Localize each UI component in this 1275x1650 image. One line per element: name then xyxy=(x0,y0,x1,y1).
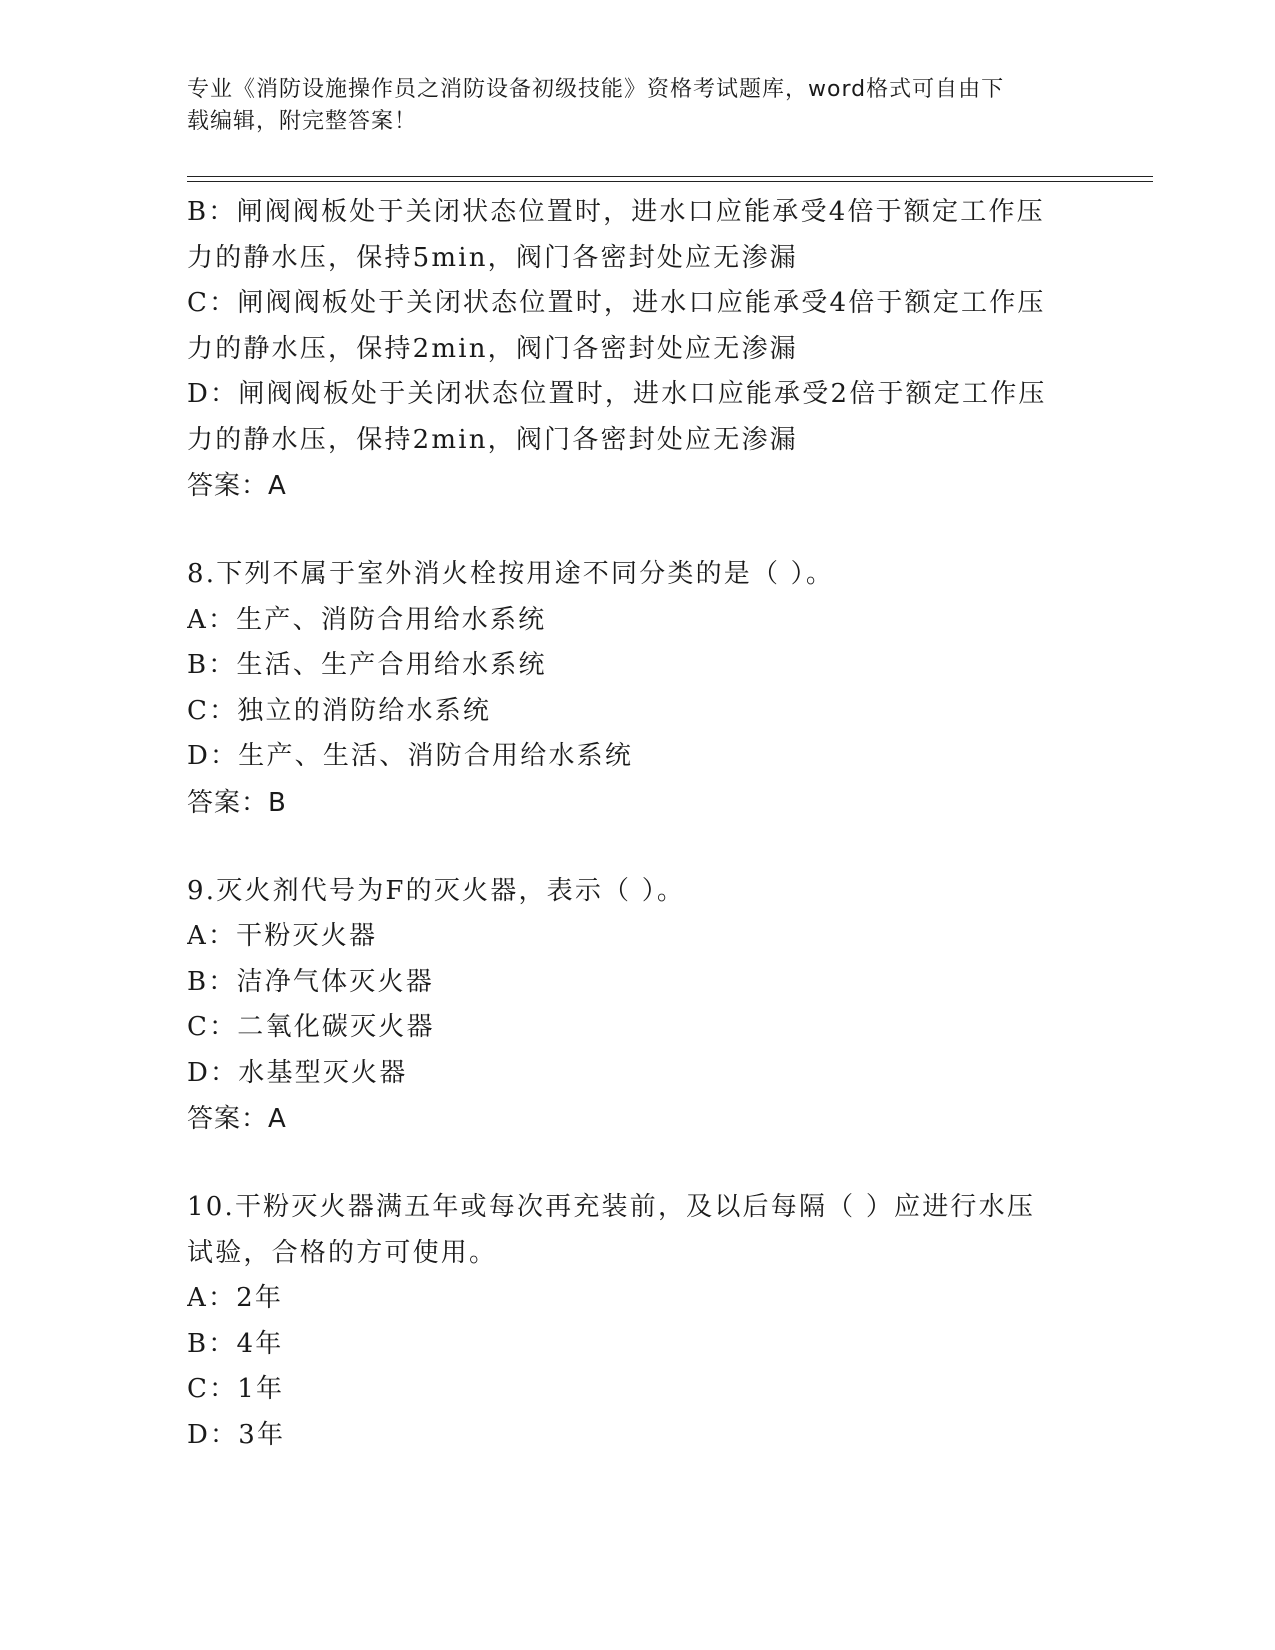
answer-line: 答案：A xyxy=(187,1104,287,1134)
question-spacer xyxy=(187,1142,1087,1185)
option-c: C：1年 xyxy=(187,1374,285,1404)
document-header xyxy=(187,74,1067,138)
header-line-2: 载编辑，附完整答案！ xyxy=(187,109,418,134)
option-b: B：洁净气体灭火器 xyxy=(187,966,434,997)
option-d: D：水基型灭火器 xyxy=(187,1057,408,1088)
question-spacer xyxy=(187,509,1087,552)
question-stem-line-2: 试验，合格的方可使用。 xyxy=(187,1237,498,1268)
header-divider-top xyxy=(187,176,1153,177)
option-c-line-2: 力的静水压，保持2min，阀门各密封处应无渗漏 xyxy=(187,333,798,364)
option-b-line-1: B：闸阀阀板处于关闭状态位置时，进水口应能承受4倍于额定工作压 xyxy=(187,197,1045,227)
option-a: A：干粉灭火器 xyxy=(187,921,378,951)
option-d-line-2: 力的静水压，保持2min，阀门各密封处应无渗漏 xyxy=(187,424,798,455)
option-d: D：3年 xyxy=(187,1419,286,1450)
option-d-line-1: D：闸阀阀板处于关闭状态位置时，进水口应能承受2倍于额定工作压 xyxy=(187,379,1047,409)
question-stem-line-1: 10.干粉灭火器满五年或每次再充装前，及以后每隔（ ）应进行水压 xyxy=(187,1192,1036,1222)
option-a: A：生产、消防合用给水系统 xyxy=(187,604,547,635)
option-b: B：4年 xyxy=(187,1328,284,1359)
question-8 xyxy=(187,552,1087,826)
option-a: A：2年 xyxy=(187,1283,284,1313)
answer-line: 答案：A xyxy=(187,471,287,501)
header-divider-bottom xyxy=(187,181,1153,182)
question-10 xyxy=(187,1185,1087,1458)
option-c-line-1: C：闸阀阀板处于关闭状态位置时，进水口应能承受4倍于额定工作压 xyxy=(187,288,1046,318)
question-stem: 9.灭火剂代号为F的灭火器，表示（ ）。 xyxy=(187,875,686,906)
option-c: C：二氧化碳灭火器 xyxy=(187,1012,435,1042)
option-b-line-2: 力的静水压，保持5min，阀门各密封处应无渗漏 xyxy=(187,242,798,273)
question-9 xyxy=(187,869,1087,1143)
question-spacer xyxy=(187,826,1087,869)
option-d: D：生产、生活、消防合用给水系统 xyxy=(187,741,634,771)
question-7-carryover xyxy=(187,190,1087,509)
question-content xyxy=(187,190,1087,1458)
question-stem: 8.下列不属于室外消火栓按用途不同分类的是（ ）。 xyxy=(187,559,835,589)
header-line-1: 专业《消防设施操作员之消防设备初级技能》资格考试题库，word格式可自由下 xyxy=(187,77,1005,102)
option-c: C：独立的消防给水系统 xyxy=(187,695,492,726)
option-b: B：生活、生产合用给水系统 xyxy=(187,650,547,680)
answer-line: 答案：B xyxy=(187,787,287,818)
